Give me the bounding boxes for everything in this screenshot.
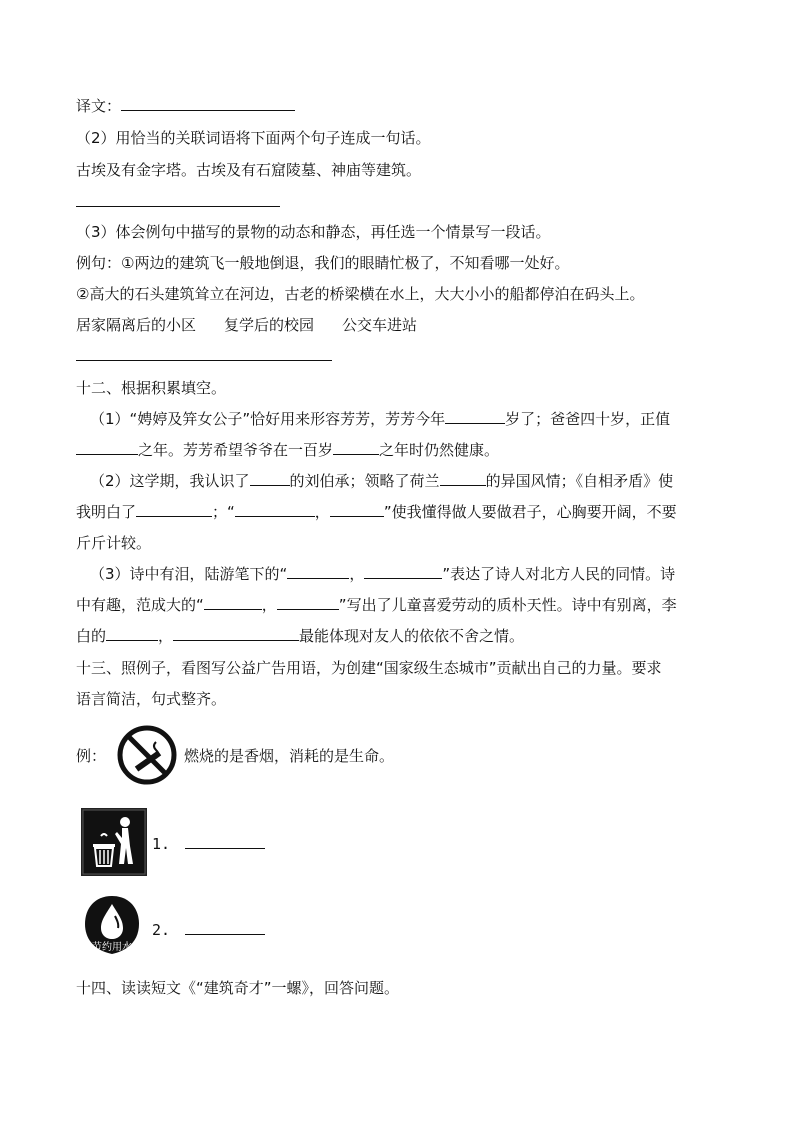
q12-p3-line2: 中有趣，范成大的“ ， ”写出了儿童喜爱劳动的质朴天性。诗中有别离，李 bbox=[76, 596, 677, 614]
q11-sub3-prompt: （3）体会例句中描写的景物的动态和静态，再任选一个情景写一段话。 bbox=[76, 223, 551, 241]
q11-sub2-answer-line[interactable] bbox=[76, 206, 280, 207]
q12-p3-line1: （3）诗中有泪，陆游笔下的“ ， ”表达了诗人对北方人民的同情。诗 bbox=[90, 565, 676, 583]
q13-example-label: 例： bbox=[76, 747, 107, 765]
q14-heading: 十四、读读短文《“建筑奇才”一螺》，回答问题。 bbox=[76, 979, 400, 997]
save-water-caption: 节约用水 bbox=[92, 942, 132, 953]
scene-option: 居家隔离后的小区 bbox=[76, 316, 197, 334]
item2-answer-blank[interactable] bbox=[185, 920, 265, 935]
fan-chengda-blank-1[interactable] bbox=[204, 595, 262, 610]
litter-bin-icon bbox=[81, 808, 147, 876]
scene-option: 复学后的校园 bbox=[224, 316, 315, 334]
q11-sub2-prompt: （2）用恰当的关联词语将下面两个句子连成一句话。 bbox=[76, 129, 431, 147]
q12-p2-line2: 我明白了 ；“ ， ”使我懂得做人要做君子，心胸要开阔，不要 bbox=[76, 503, 677, 521]
no-smoking-icon bbox=[116, 724, 178, 786]
age-blank[interactable] bbox=[445, 409, 505, 424]
q11-example2: ②高大的石头建筑耸立在河边，古老的桥梁横在水上，大大小小的船都停泊在码头上。 bbox=[76, 285, 645, 303]
lu-you-blank-2[interactable] bbox=[364, 564, 442, 579]
translation-line bbox=[76, 96, 295, 116]
q13-item2-line bbox=[152, 920, 265, 940]
q13-heading-line1: 十三、照例子，看图写公益广告用语，为创建“国家级生态城市”贡献出自己的力量。要求 bbox=[76, 659, 662, 677]
proverb-blank-1[interactable] bbox=[235, 502, 315, 517]
father-age-blank[interactable] bbox=[76, 440, 138, 455]
q13-example-text: 燃烧的是香烟，消耗的是生命。 bbox=[184, 747, 395, 765]
liu-bocheng-blank[interactable] bbox=[250, 471, 290, 486]
q12-p3-line3: 白的 ， 最能体现对友人的依依不舍之情。 bbox=[76, 627, 525, 645]
q13-item1-line bbox=[152, 834, 265, 854]
fable-lesson-blank[interactable] bbox=[136, 502, 212, 517]
q11-example1: 例句：①两边的建筑飞一般地倒退，我们的眼睛忙极了，不知看哪一处好。 bbox=[76, 254, 570, 272]
item1-number: 1. bbox=[152, 835, 171, 853]
li-bai-blank-1[interactable] bbox=[106, 626, 158, 641]
q11-scenes bbox=[76, 315, 417, 335]
q12-p1-line2: 之年。芳芳希望爷爷在一百岁 之年时仍然健康。 bbox=[76, 440, 499, 460]
q13-heading-line2: 语言简洁，句式整齐。 bbox=[76, 690, 227, 708]
item2-number: 2. bbox=[152, 921, 171, 939]
holland-blank[interactable] bbox=[440, 471, 486, 486]
save-water-icon bbox=[79, 892, 145, 958]
item1-answer-blank[interactable] bbox=[185, 834, 265, 849]
scene-option: 公交车进站 bbox=[342, 316, 418, 334]
q12-heading: 十二、根据积累填空。 bbox=[76, 379, 227, 397]
translation-label: 译文： bbox=[76, 97, 122, 115]
proverb-blank-2[interactable] bbox=[330, 502, 384, 517]
q12-p2-line3: 斤斤计较。 bbox=[76, 534, 152, 552]
q12-p2-line1: （2）这学期，我认识了 的刘伯承；领略了荷兰 的异国风情；《自相矛盾》使 bbox=[90, 472, 674, 490]
lu-you-blank-1[interactable] bbox=[287, 564, 349, 579]
li-bai-blank-2[interactable] bbox=[173, 626, 299, 641]
grandpa-age-blank[interactable] bbox=[333, 440, 379, 455]
q12-p1-line1: （1）“娉婷及笄女公子”恰好用来形容芳芳，芳芳今年 岁了；爸爸四十岁，正值 bbox=[90, 410, 671, 428]
q11-sub3-answer-line[interactable] bbox=[76, 360, 332, 361]
q11-sub2-sentence: 古埃及有金字塔。古埃及有石窟陵墓、神庙等建筑。 bbox=[76, 161, 422, 179]
translation-blank[interactable] bbox=[121, 96, 295, 111]
fan-chengda-blank-2[interactable] bbox=[277, 595, 339, 610]
